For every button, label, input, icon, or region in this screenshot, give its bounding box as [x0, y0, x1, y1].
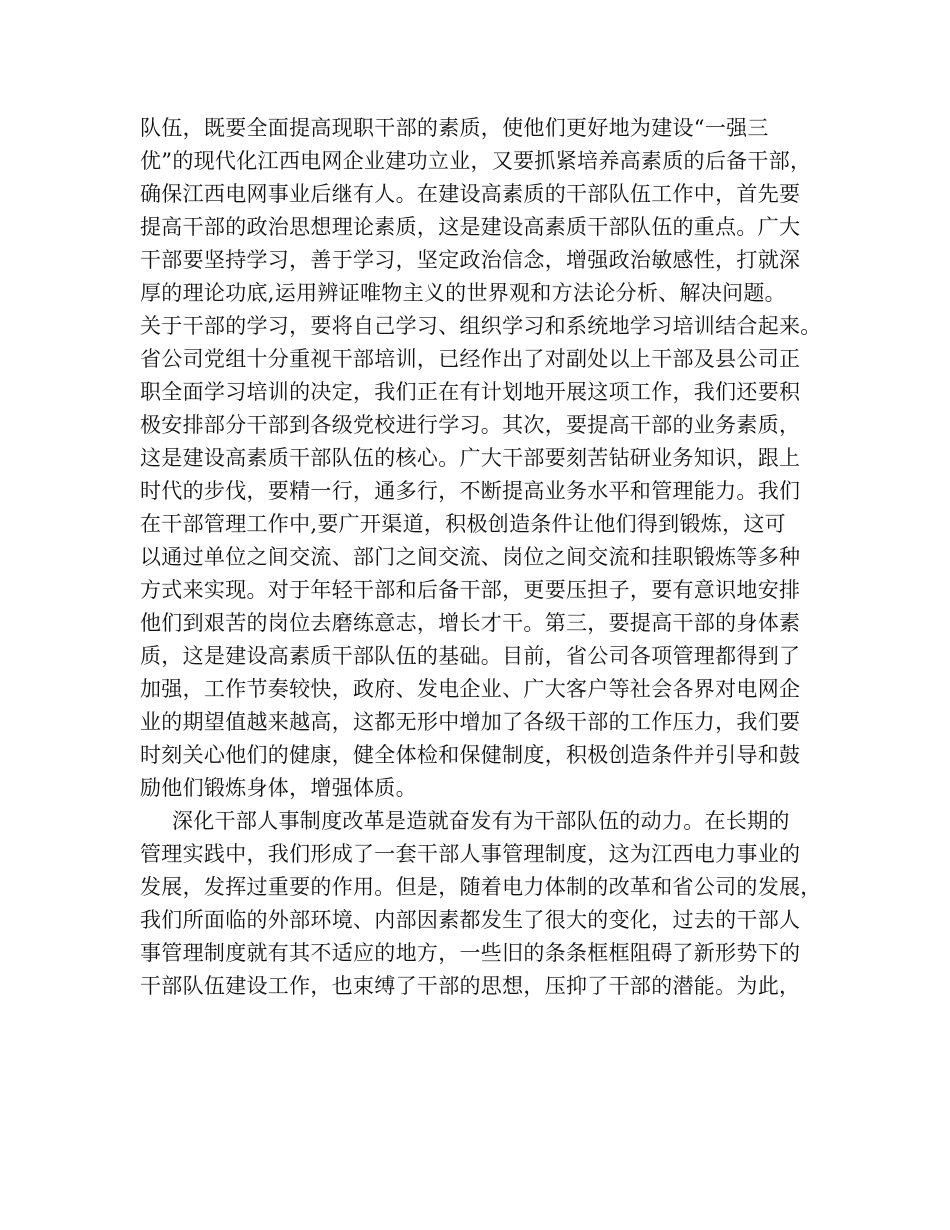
text-line: 这是建设高素质干部队伍的核心。广大干部要刻苦钻研业务知识，跟上 [140, 446, 801, 470]
text-line: 时刻关心他们的健康，健全体检和保健制度，积极创造条件并引导和鼓 [140, 743, 801, 767]
text-line: 加强，工作节奏较快，政府、发电企业、广大客户等社会各界对电网企 [140, 677, 801, 701]
text-line: 励他们锻炼身体，增强体质。 [140, 776, 417, 800]
text-line: 事管理制度就有其不适应的地方，一些旧的条条框框阻碍了新形势下的 [140, 941, 801, 965]
text-line: 干部要坚持学习，善于学习，坚定政治信念，增强政治敏感性，打就深 [140, 248, 801, 272]
text-line: 厚的理论功底,运用辨证唯物主义的世界观和方法论分析、解决问题。 [140, 281, 786, 305]
text-line: 关于干部的学习，要将自己学习、组织学习和系统地学习培训结合起来。 [140, 314, 822, 338]
text-line: 发展，发挥过重要的作用。但是，随着电力体制的改革和省公司的发展， [140, 875, 822, 899]
text-line: 管理实践中，我们形成了一套干部人事管理制度，这为江西电力事业的 [140, 842, 801, 866]
text-line: 确保江西电网事业后继有人。在建设高素质的干部队伍工作中，首先要 [140, 182, 801, 206]
text-line: 质，这是建设高素质干部队伍的基础。目前，省公司各项管理都得到了 [140, 644, 801, 668]
text-line: 时代的步伐，要精一行，通多行，不断提高业务水平和管理能力。我们 [140, 479, 801, 503]
text-line: 在干部管理工作中,要广开渠道，积极创造条件让他们得到锻炼，这可 [140, 512, 786, 536]
text-line: 业的期望值越来越高，这都无形中增加了各级干部的工作压力，我们要 [140, 710, 801, 734]
paragraph-first-line: 深化干部人事制度改革是造就奋发有为干部队伍的动力。在长期的 [172, 809, 790, 833]
text-line: 省公司党组十分重视干部培训，已经作出了对副处以上干部及县公司正 [140, 347, 801, 371]
text-line: 他们到艰苦的岗位去磨练意志，增长才干。第三，要提高干部的身体素 [140, 611, 801, 635]
text-line: 提高干部的政治思想理论素质，这是建设高素质干部队伍的重点。广大 [140, 215, 801, 239]
text-line: 队伍，既要全面提高现职干部的素质，使他们更好地为建设“一强三 [140, 116, 769, 140]
text-line: 我们所面临的外部环境、内部因素都发生了很大的变化，过去的干部人 [140, 908, 801, 932]
text-line: 方式来实现。对于年轻干部和后备干部，更要压担子，要有意识地安排 [140, 578, 801, 602]
text-line: 极安排部分干部到各级党校进行学习。其次，要提高干部的业务素质， [140, 413, 801, 437]
text-line: 以通过单位之间交流、部门之间交流、岗位之间交流和挂职锻炼等多种 [140, 545, 801, 569]
text-line: 优”的现代化江西电网企业建功立业，又要抓紧培养高素质的后备干部， [140, 149, 812, 173]
text-line: 职全面学习培训的决定，我们正在有计划地开展这项工作，我们还要积 [140, 380, 801, 404]
text-line: 干部队伍建设工作，也束缚了干部的思想，压抑了干部的潜能。为此， [140, 974, 801, 998]
